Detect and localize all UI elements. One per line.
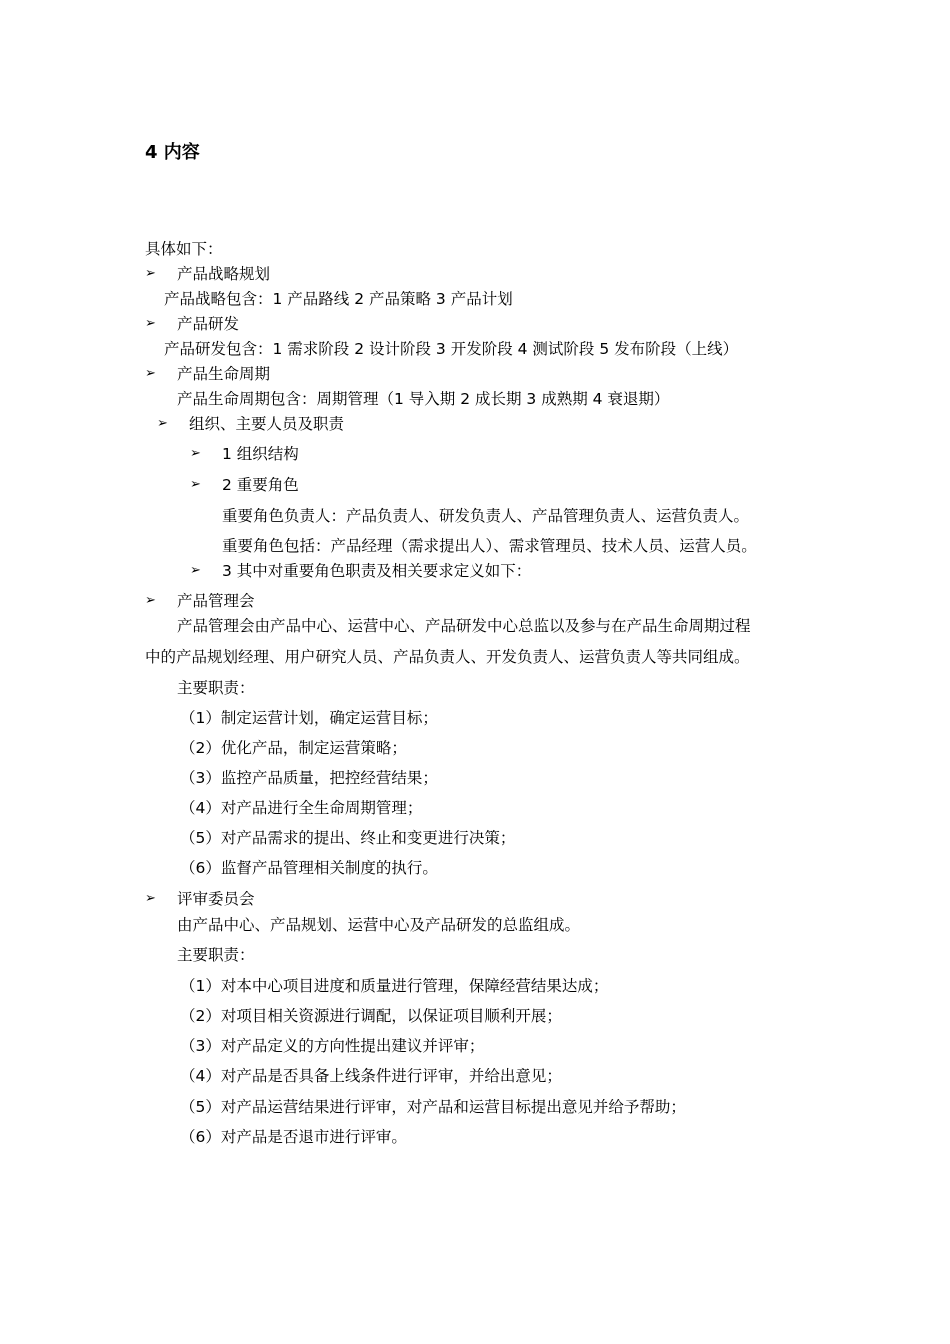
duty-item: （6）监督产品管理相关制度的执行。 [180,859,438,877]
sub-list-item: 3 其中对重要角色职责及相关要求定义如下： [222,562,532,580]
duty-item: （1）对本中心项目进度和质量进行管理，保障经营结果达成； [180,977,609,995]
duty-item: （3）监控产品质量，把控经营结果； [180,769,438,787]
bullet-arrow-icon: ➢ [190,563,201,578]
list-item-title: 产品生命周期 [177,365,271,383]
sub-list-item: 1 组织结构 [222,445,299,463]
duty-item: （4）对产品是否具备上线条件进行评审，并给出意见； [180,1067,562,1085]
sub-list-detail: 重要角色负责人：产品负责人、研发负责人、产品管理负责人、运营负责人。 [222,507,750,525]
list-item-title: 组织、主要人员及职责 [189,415,345,433]
list-item-title: 评审委员会 [177,890,255,908]
sub-list-detail: 重要角色包括：产品经理（需求提出人）、需求管理员、技术人员、运营人员。 [222,537,757,555]
paragraph-line: 中的产品规划经理、用户研究人员、产品负责人、开发负责人、运营负责人等共同组成。 [145,648,750,666]
list-item-title: 产品管理会 [177,592,255,610]
duty-item: （2）优化产品，制定运营策略； [180,739,407,757]
bullet-arrow-icon: ➢ [145,366,156,381]
section-heading: 4 内容 [145,142,200,163]
bullet-arrow-icon: ➢ [145,891,156,906]
list-item-title: 产品研发 [177,315,240,333]
bullet-arrow-icon: ➢ [145,266,156,281]
duty-item: （2）对项目相关资源进行调配，以保证项目顺利开展； [180,1007,562,1025]
duty-item: （4）对产品进行全生命周期管理； [180,799,423,817]
sub-list-item: 2 重要角色 [222,476,299,494]
bullet-arrow-icon: ➢ [145,316,156,331]
duties-label: 主要职责： [177,946,255,964]
list-item-detail: 产品生命周期包含：周期管理（1 导入期 2 成长期 3 成熟期 4 衰退期） [177,390,670,408]
list-item-detail: 产品研发包含：1 需求阶段 2 设计阶段 3 开发阶段 4 测试阶段 5 发布阶段（上线） [164,340,739,358]
duty-item: （3）对产品定义的方向性提出建议并评审； [180,1037,485,1055]
duty-item: （1）制定运营计划，确定运营目标； [180,709,438,727]
duty-item: （6）对产品是否退市进行评审。 [180,1128,407,1146]
duty-item: （5）对产品运营结果进行评审，对产品和运营目标提出意见并给予帮助； [180,1098,686,1116]
bullet-arrow-icon: ➢ [190,446,201,461]
list-item-title: 产品战略规划 [177,265,271,283]
intro-text: 具体如下： [145,240,223,258]
bullet-arrow-icon: ➢ [190,477,201,492]
duty-item: （5）对产品需求的提出、终止和变更进行决策； [180,829,516,847]
bullet-arrow-icon: ➢ [157,416,168,431]
duties-label: 主要职责： [177,679,255,697]
paragraph-line: 产品管理会由产品中心、运营中心、产品研发中心总监以及参与在产品生命周期过程 [177,617,751,635]
paragraph-line: 由产品中心、产品规划、运营中心及产品研发的总监组成。 [177,916,581,934]
bullet-arrow-icon: ➢ [145,593,156,608]
list-item-detail: 产品战略包含：1 产品路线 2 产品策略 3 产品计划 [164,290,513,308]
